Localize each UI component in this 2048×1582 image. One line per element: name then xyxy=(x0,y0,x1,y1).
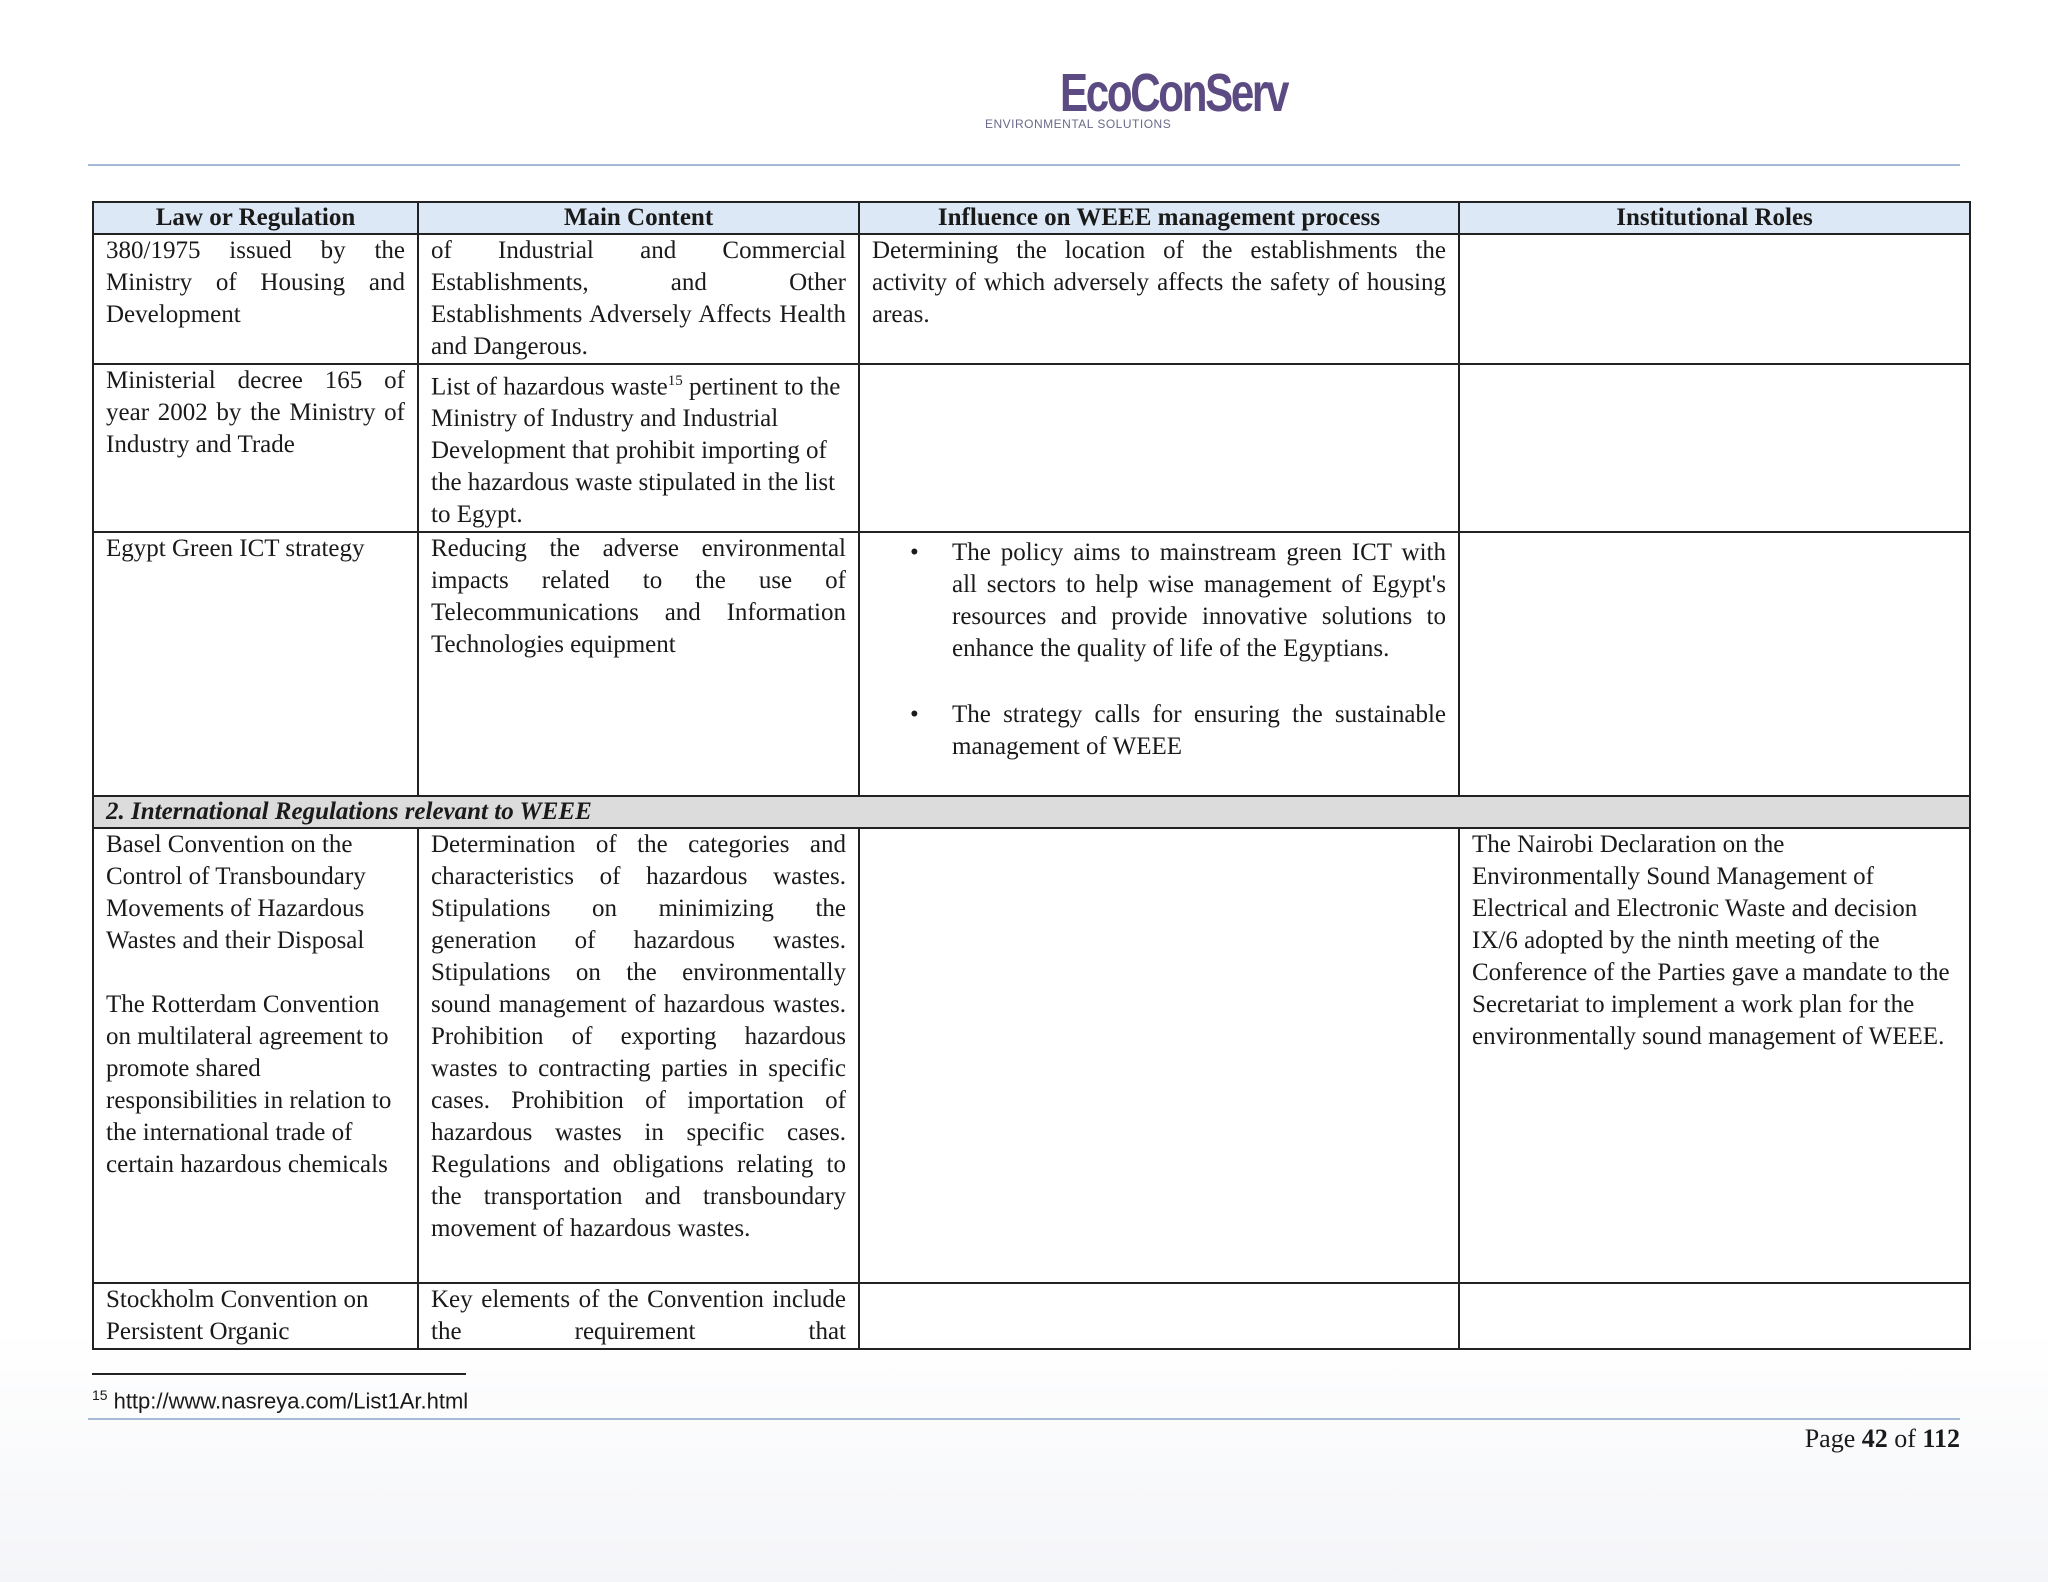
cell-influence xyxy=(859,828,1459,1283)
influence-bullet-list xyxy=(872,537,1446,763)
of-label: of xyxy=(1894,1424,1916,1453)
cell-law: 380/1975 issued by the Ministry of Housing and Development xyxy=(93,234,418,364)
cell-law: Stockholm Convention on Persistent Organic xyxy=(93,1283,418,1349)
page-current: 42 xyxy=(1861,1424,1888,1453)
col-header-influence: Influence on WEEE management process xyxy=(859,202,1459,234)
cell-content xyxy=(418,364,859,532)
table-row xyxy=(93,828,1970,1283)
cell-roles xyxy=(1459,1283,1970,1349)
cell-influence: Determining the location of the establishments the activity of which adversely affects the safety of housing areas. xyxy=(859,234,1459,364)
col-header-content: Main Content xyxy=(418,202,859,234)
logo-wordmark: EcoConServ xyxy=(1060,63,1288,123)
col-header-law: Law or Regulation xyxy=(93,202,418,234)
cell-law: Ministerial decree 165 of year 2002 by the Ministry of Industry and Trade xyxy=(93,364,418,532)
cell-content: Reducing the adverse environmental impacts related to the use of Telecommunications and Information Technologies equipment xyxy=(418,532,859,796)
cell-roles xyxy=(1459,364,1970,532)
cell-roles xyxy=(1459,234,1970,364)
table-row xyxy=(93,364,1970,532)
cell-influence xyxy=(859,1283,1459,1349)
col-header-roles: Institutional Roles xyxy=(1459,202,1970,234)
bullet-item: • The strategy calls for ensuring the sustainable management of WEEE xyxy=(952,699,1446,763)
bullet-item: • The policy aims to mainstream green ICT with all sectors to help wise management of Egypt's resources and provide innovative solutions to enhance the quality of life of the Egyptians. xyxy=(952,537,1446,665)
law-rotterdam: The Rotterdam Convention on multilateral agreement to promote shared responsibilities in relation to the international trade of certain hazardous chemicals xyxy=(106,991,392,1179)
footnote-url[interactable]: http://www.nasreya.com/List1Ar.html xyxy=(113,1388,469,1414)
cell-content: Determination of the categories and characteristics of hazardous wastes. Stipulations on minimizing the generation of hazardous wastes. Stipulations on the environmentally sound management of hazardous wastes. Prohibition of exporting hazardous wastes to contracting parties in specific cases. Prohibition of importation of hazardous wastes in specific cases. Regulations and obligations relating to the transportation and transboundary movement of hazardous wastes. xyxy=(418,828,859,1283)
cell-influence xyxy=(859,532,1459,796)
page-label: Page xyxy=(1804,1424,1856,1453)
table-row xyxy=(93,532,1970,796)
content-text: List of hazardous waste xyxy=(431,373,668,401)
logo-tagline: ENVIRONMENTAL SOLUTIONS xyxy=(985,117,1172,131)
cell-influence xyxy=(859,364,1459,532)
table-header-row xyxy=(93,202,1970,234)
regulations-table xyxy=(92,201,1971,1350)
cell-law: Egypt Green ICT strategy xyxy=(93,532,418,796)
cell-roles: The Nairobi Declaration on the Environmentally Sound Management of Electrical and Electronic Waste and decision IX/6 adopted by the ninth meeting of the Conference of the Parties gave a mandate to the Secretariat to implement a work plan for the environmentally sound management of WEEE. xyxy=(1459,828,1970,1283)
footnote-separator xyxy=(92,1373,466,1375)
footer-divider xyxy=(88,1418,1960,1420)
page-bottom-shade xyxy=(0,1330,2048,1582)
cell-roles xyxy=(1459,532,1970,796)
content-text-cont: pertinent to the Ministry of Industry and Industrial Development that prohibit importing of the hazardous waste stipulated in the list to Egypt. xyxy=(431,373,841,529)
cell-content: Key elements of the Convention include the requirement that xyxy=(418,1283,859,1349)
table-row xyxy=(93,1283,1970,1349)
law-basel: Basel Convention on the Control of Transboundary Movements of Hazardous Wastes and their Disposal xyxy=(106,831,366,955)
header-divider xyxy=(88,164,1960,166)
section-heading-row xyxy=(93,796,1970,828)
section-heading: 2. International Regulations relevant to WEEE xyxy=(93,796,1970,828)
cell-content: of Industrial and Commercial Establishments, and Other Establishments Adversely Affects Health and Dangerous. xyxy=(418,234,859,364)
table-row xyxy=(93,234,1970,364)
ecoconserv-logo xyxy=(985,62,1315,142)
paragraph-gap xyxy=(106,957,405,989)
page-total: 112 xyxy=(1922,1424,1960,1453)
cell-law xyxy=(93,828,418,1283)
footnote-number: 15 xyxy=(92,1387,108,1403)
footnote-ref: 15 xyxy=(667,373,683,389)
footnote xyxy=(92,1387,468,1414)
page-number xyxy=(1805,1424,1960,1454)
